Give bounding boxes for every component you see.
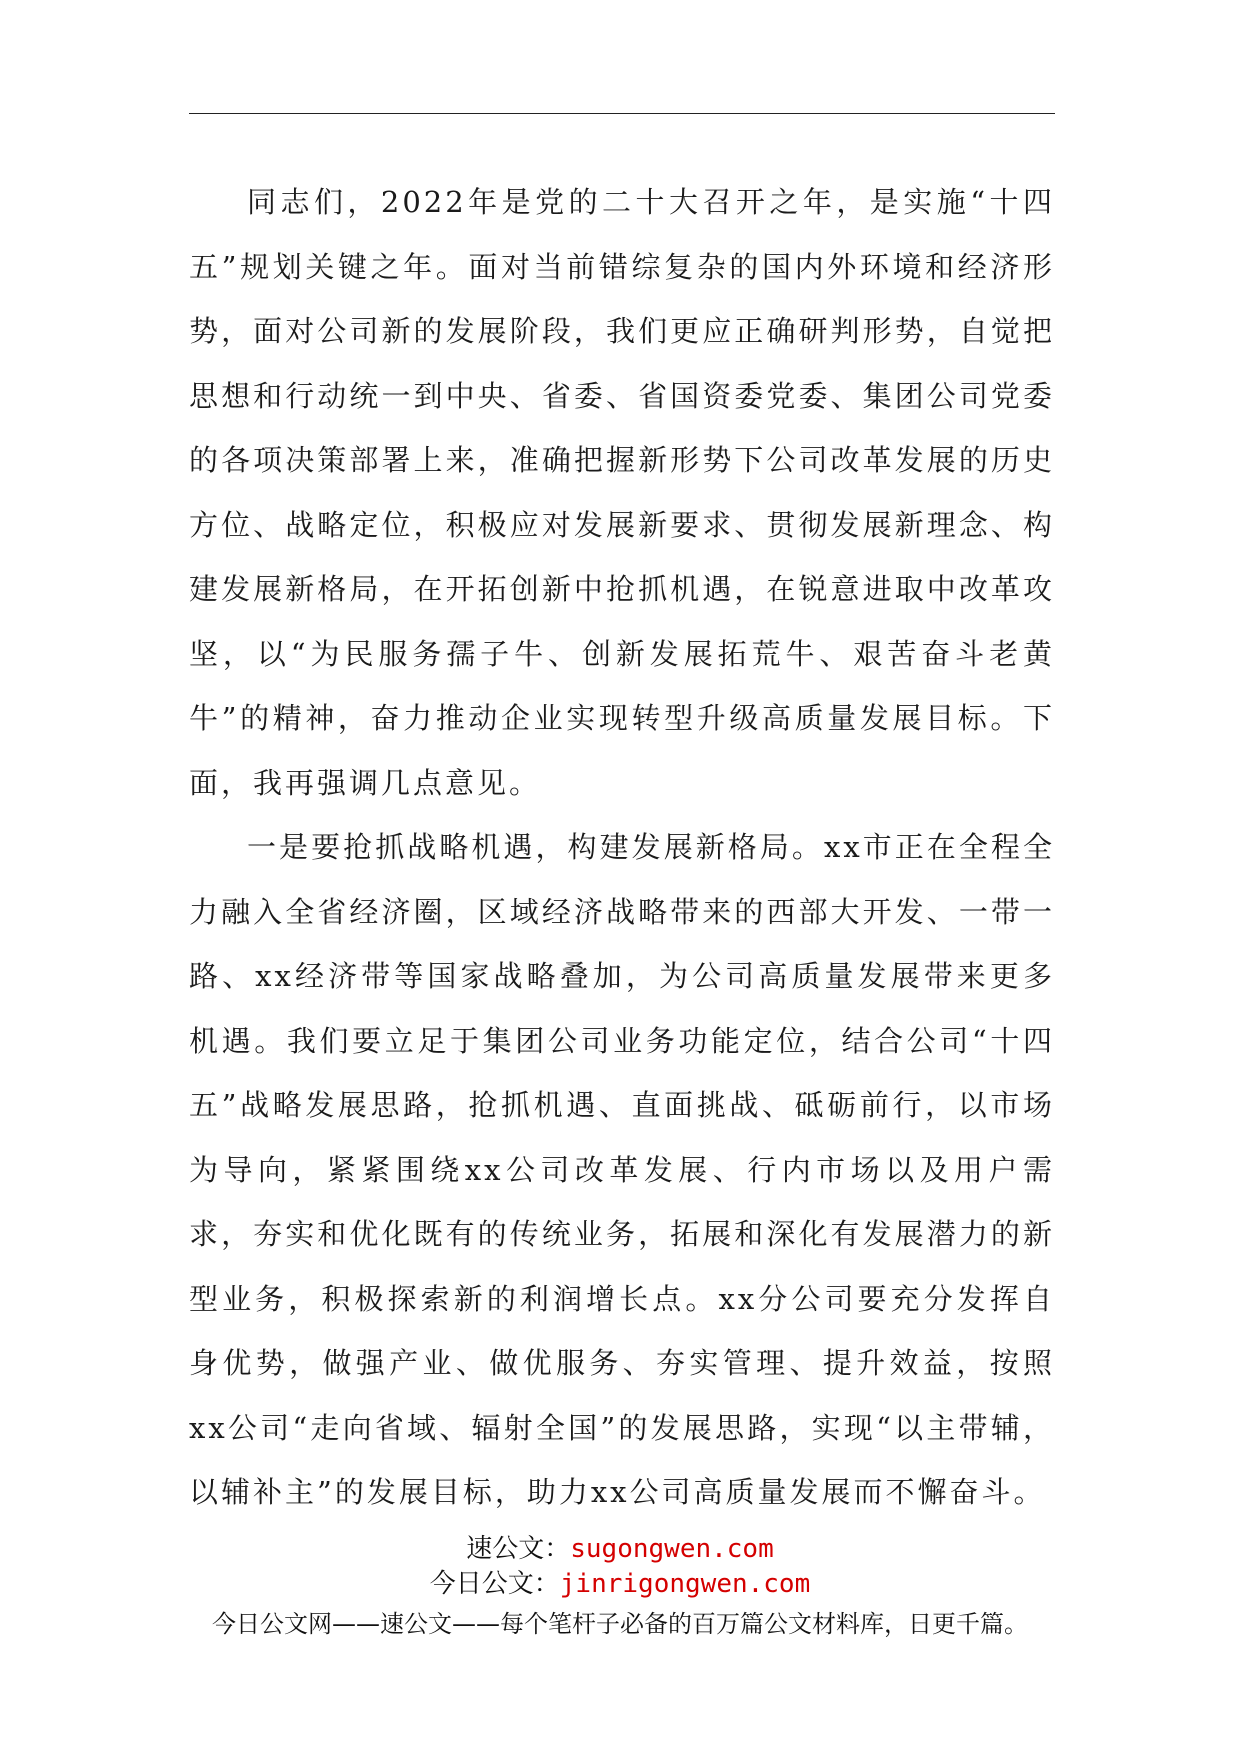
paragraph-intro: 同志们，2022年是党的二十大召开之年，是实施“十四五”规划关键之年。面对当前错综复杂的国内外环境和经济形势，面对公司新的发展阶段，我们更应正确研判形势，自觉把思想和行动统一到中央、省委、省国资委党委、集团公司党委的各项决策部署上来，准确把握新形势下公司改革发展的历史方位、战略定位，积极应对发展新要求、贯彻发展新理念、构建发展新格局，在开拓创新中抢抓机遇，在锐意进取中改革攻坚，以“为民服务孺子牛、创新发展拓荒牛、艰苦奋斗老黄牛”的精神，奋力推动企业实现转型升级高质量发展目标。下面，我再强调几点意见。 <box>189 185 1055 800</box>
jinrigongwen-link[interactable]: jinrigongwen.com <box>559 1569 811 1599</box>
footer-tagline: 今日公文网——速公文——每个笔杆子必备的百万篇公文材料库，日更千篇。 <box>212 1610 1028 1638</box>
footer-line-sugongwen <box>0 1532 1240 1567</box>
footer-label-sugongwen: 速公文： <box>466 1534 571 1564</box>
footer-line-jinrigongwen <box>0 1567 1240 1602</box>
header-rule <box>189 113 1055 114</box>
paragraph-point-one: 一是要抢抓战略机遇，构建发展新格局。xx市正在全程全力融入全省经济圈，区域经济战略带来的西部大开发、一带一路、xx经济带等国家战略叠加，为公司高质量发展带来更多机遇。我们要立足于集团公司业务功能定位，结合公司“十四五”战略发展思路，抢抓机遇、直面挑战、砥砺前行，以市场为导向，紧紧围绕xx公司改革发展、行内市场以及用户需求，夯实和优化既有的传统业务，拓展和深化有发展潜力的新型业务，积极探索新的利润增长点。xx分公司要充分发挥自身优势，做强产业、做优服务、夯实管理、提升效益，按照xx公司“走向省域、辐射全国”的发展思路，实现“以主带辅，以辅补主”的发展目标，助力xx公司高质量发展而不懈奋斗。 <box>189 830 1055 1509</box>
footer-watermark <box>0 1532 1240 1644</box>
sugongwen-link[interactable]: sugongwen.com <box>570 1534 774 1564</box>
document-body <box>189 170 1055 1525</box>
footer-label-jinrigongwen: 今日公文： <box>429 1569 560 1599</box>
